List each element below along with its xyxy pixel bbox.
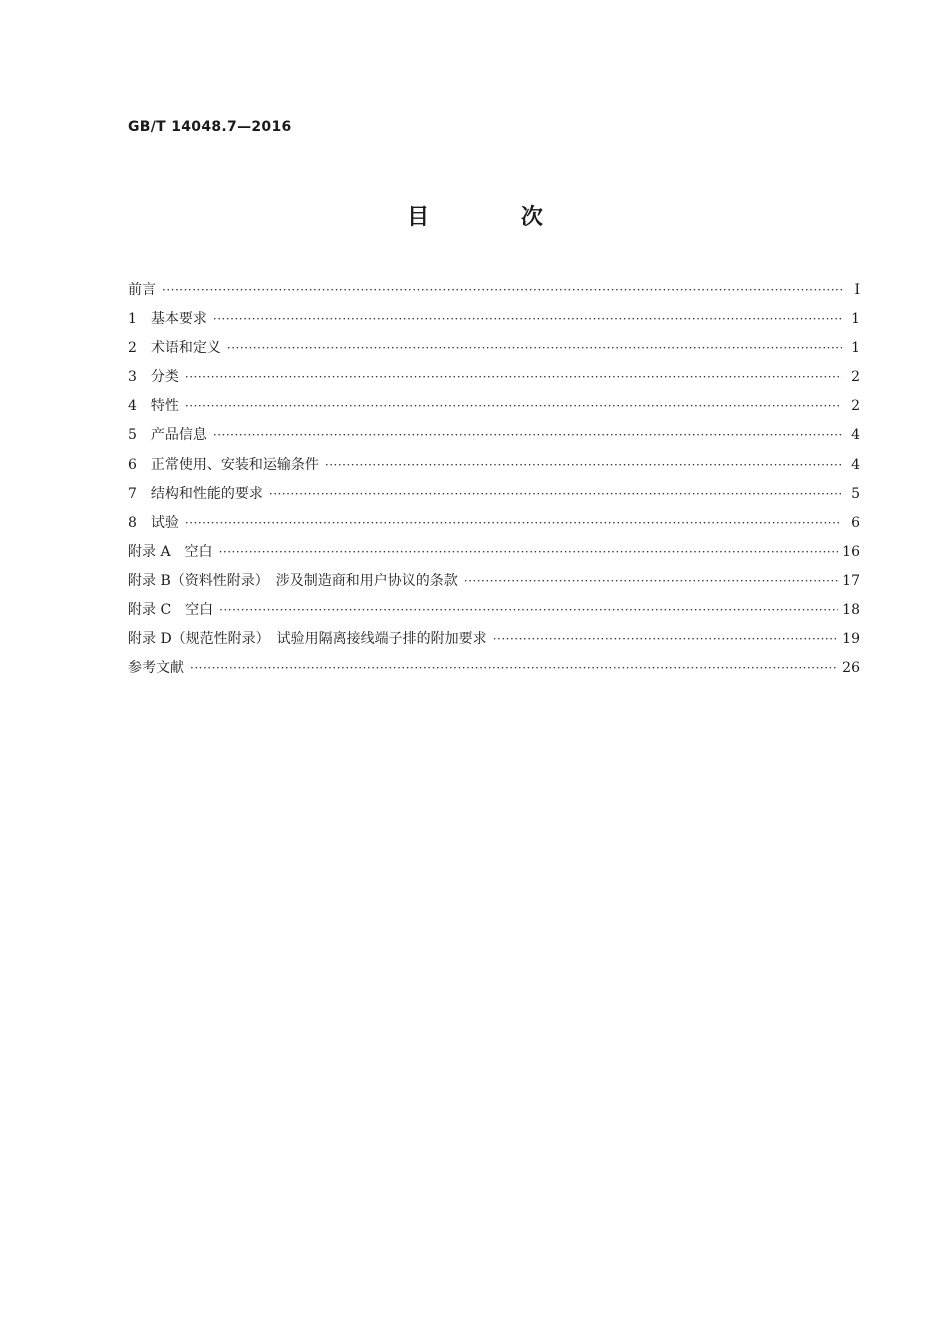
toc-entry-page: 19 xyxy=(842,631,860,648)
toc-entry-label: 7 结构和性能的要求 xyxy=(128,485,263,502)
toc-entry-label: 3 分类 xyxy=(128,369,179,386)
toc-entry[interactable] xyxy=(128,657,860,686)
toc-dot-leader xyxy=(185,399,842,413)
toc-entry[interactable] xyxy=(128,308,860,337)
toc-dot-leader xyxy=(325,458,842,472)
toc-entry[interactable] xyxy=(128,337,860,366)
toc-entry-page: 5 xyxy=(851,485,860,502)
toc-entry-page: 26 xyxy=(842,660,860,677)
toc-dot-leader xyxy=(269,487,842,501)
toc-dot-leader xyxy=(162,283,842,297)
toc-entry-page: 2 xyxy=(851,369,860,386)
toc-entry-page: 4 xyxy=(851,427,860,444)
toc-entry-page: 18 xyxy=(842,602,860,619)
toc-entry-label: 4 特性 xyxy=(128,398,179,415)
toc-entry[interactable] xyxy=(128,483,860,512)
toc-entry-label: 5 产品信息 xyxy=(128,427,207,444)
document-code: GB/T 14048.7—2016 xyxy=(128,119,292,135)
toc-entry-page: 2 xyxy=(851,398,860,415)
toc-dot-leader xyxy=(190,661,838,675)
toc-entry[interactable] xyxy=(128,628,860,657)
toc-entry-label: 附录 D（规范性附录） 试验用隔离接线端子排的附加要求 xyxy=(128,631,487,648)
toc-entry[interactable] xyxy=(128,366,860,395)
toc-entry-label: 2 术语和定义 xyxy=(128,340,221,357)
toc-entry-label: 参考文献 xyxy=(128,660,184,677)
toc-entry[interactable] xyxy=(128,454,860,483)
toc-dot-leader xyxy=(219,545,839,559)
toc-entry-page: 1 xyxy=(851,340,860,357)
table-of-contents xyxy=(128,279,860,686)
toc-entry-page: 17 xyxy=(842,572,860,589)
toc-entry-label: 8 试验 xyxy=(128,514,179,531)
toc-entry[interactable] xyxy=(128,599,860,628)
toc-title: 目 次 xyxy=(407,205,585,230)
toc-dot-leader xyxy=(213,312,842,326)
toc-entry-page: 6 xyxy=(851,514,860,531)
toc-entry-label: 附录 B（资料性附录） 涉及制造商和用户协议的条款 xyxy=(128,572,458,589)
toc-dot-leader xyxy=(219,603,838,617)
toc-entry-label: 附录 A 空白 xyxy=(128,543,213,560)
toc-entry-page: 4 xyxy=(851,456,860,473)
toc-entry[interactable] xyxy=(128,279,860,308)
toc-entry-label: 6 正常使用、安装和运输条件 xyxy=(128,456,319,473)
toc-dot-leader xyxy=(213,428,842,442)
toc-entry[interactable] xyxy=(128,424,860,453)
toc-entry[interactable] xyxy=(128,395,860,424)
toc-entry[interactable] xyxy=(128,570,860,599)
toc-entry-page: 1 xyxy=(851,311,860,328)
toc-dot-leader xyxy=(185,516,842,530)
toc-entry[interactable] xyxy=(128,512,860,541)
toc-entry-page: 16 xyxy=(842,543,860,560)
toc-entry-label: 1 基本要求 xyxy=(128,311,207,328)
toc-dot-leader xyxy=(493,632,838,646)
toc-dot-leader xyxy=(227,341,842,355)
toc-entry-label: 前言 xyxy=(128,282,156,298)
toc-entry-page: Ⅰ xyxy=(854,282,860,298)
toc-entry-label: 附录 C 空白 xyxy=(128,602,214,619)
toc-dot-leader xyxy=(464,574,838,588)
toc-entry[interactable] xyxy=(128,541,860,570)
toc-dot-leader xyxy=(185,370,842,384)
